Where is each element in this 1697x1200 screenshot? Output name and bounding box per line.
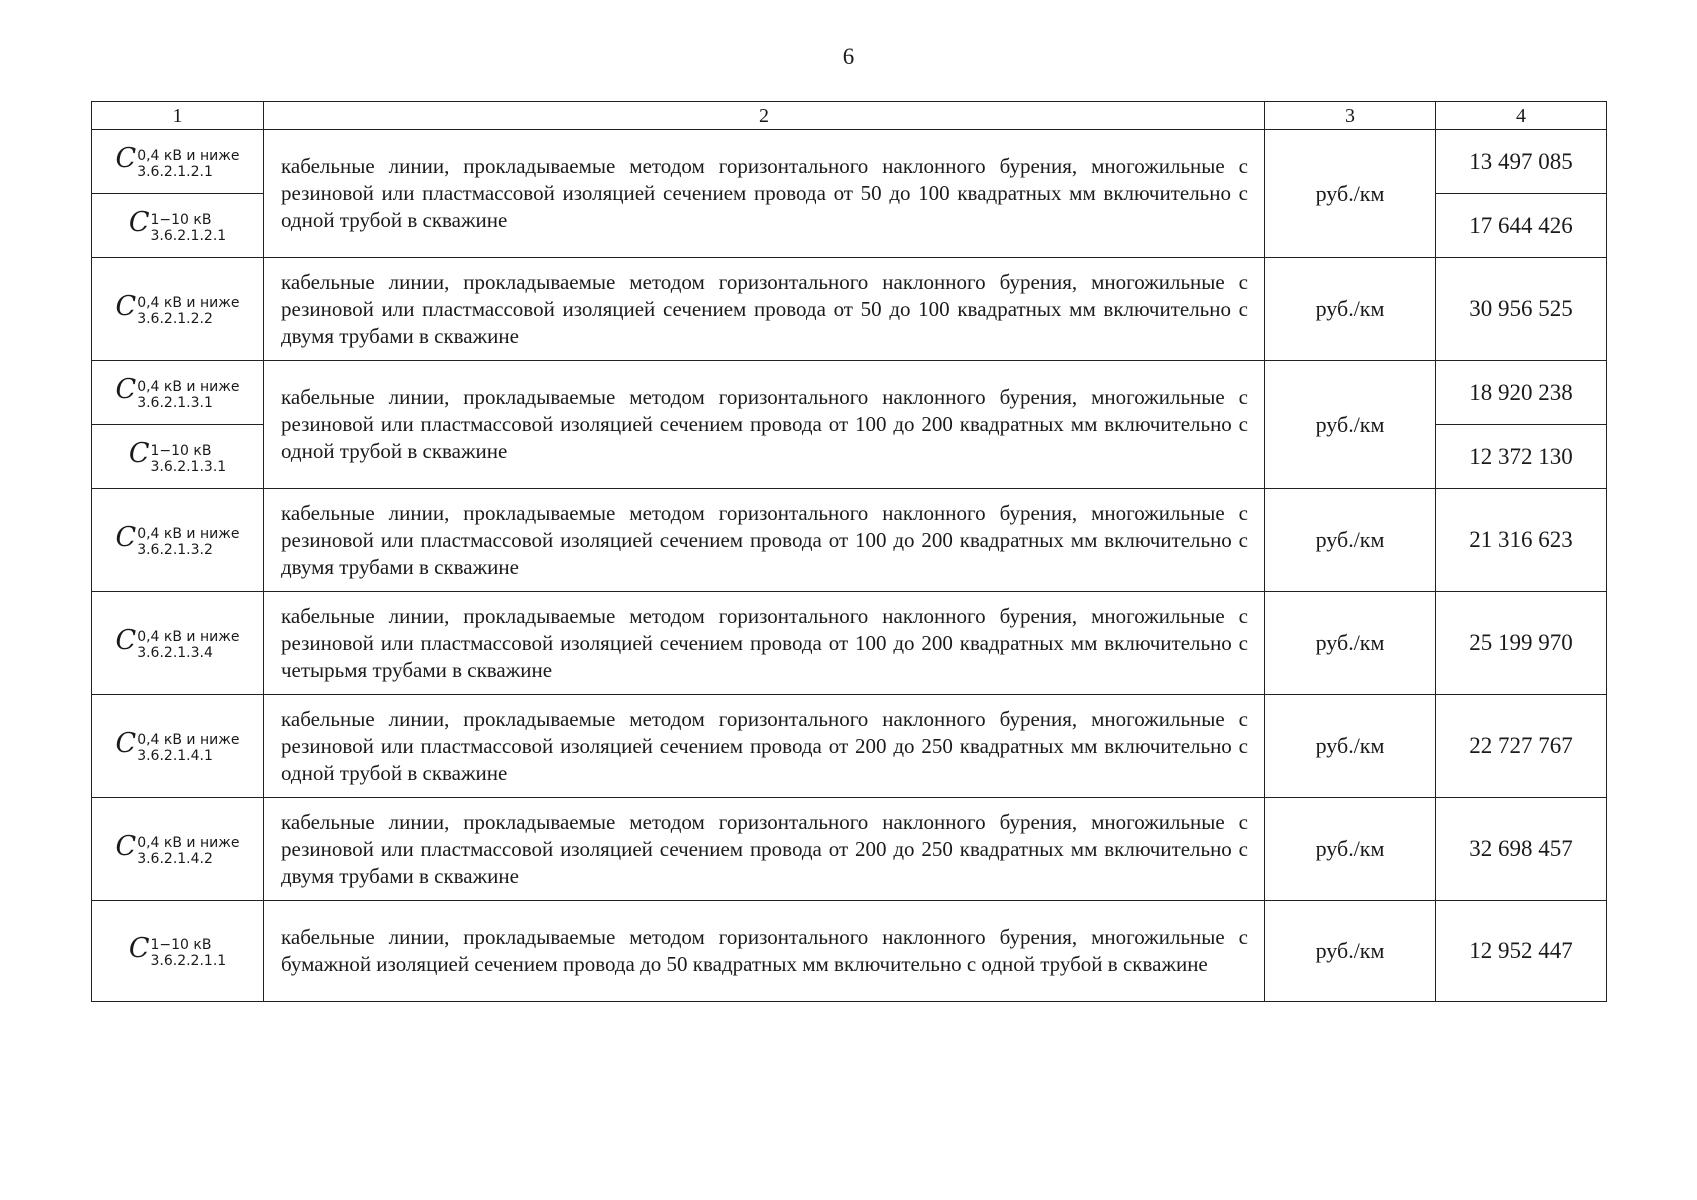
code-symbol: C <box>128 207 150 239</box>
value-cell: 32 698 457 <box>1436 798 1607 901</box>
code-symbol: C <box>115 143 137 175</box>
value-cell: 25 199 970 <box>1436 592 1607 695</box>
value-cell: 18 920 238 <box>1436 361 1607 425</box>
code-subscript: 3.6.2.1.3.1 <box>137 394 213 411</box>
description-cell: кабельные линии, прокладываемые методом горизонтального наклонного бурения, многожильные с бумажной изоляцией сечением провода до 50 квадратных мм включительно с одной трубой в скважине <box>264 901 1265 1002</box>
code-subscript: 3.6.2.1.3.4 <box>137 645 213 662</box>
code-symbol: C <box>115 290 137 322</box>
unit-cell: руб./км <box>1265 258 1436 361</box>
code-symbol: C <box>115 374 137 406</box>
description-cell: кабельные линии, прокладываемые методом горизонтального наклонного бурения, многожильные с резиновой или пластмассовой изоляцией сечением провода от 100 до 200 квадратных мм включительно с двумя трубами в скважине <box>264 489 1265 592</box>
value-cell: 17 644 426 <box>1436 194 1607 258</box>
description-cell: кабельные линии, прокладываемые методом горизонтального наклонного бурения, многожильные с резиновой или пластмассовой изоляцией сечением провода от 100 до 200 квадратных мм включительно с одной трубой в скважине <box>264 361 1265 489</box>
code-symbol: C <box>115 830 137 862</box>
unit-cell: руб./км <box>1265 130 1436 258</box>
code-superscript: 0,4 кВ и ниже <box>137 835 240 852</box>
code-subscript: 3.6.2.2.1.1 <box>150 953 227 970</box>
header-col-4: 4 <box>1436 102 1607 130</box>
table-row <box>92 901 1607 1002</box>
code-symbol: C <box>115 624 137 656</box>
table-row <box>92 489 1607 592</box>
code-superscript: 0,4 кВ и ниже <box>137 295 240 312</box>
code-cell <box>92 361 264 425</box>
code-subscript: 3.6.2.1.2.1 <box>137 163 213 180</box>
unit-cell: руб./км <box>1265 592 1436 695</box>
code-cell <box>92 194 264 258</box>
code-cell <box>92 798 264 901</box>
code-subscript: 3.6.2.1.4.1 <box>137 748 213 765</box>
rates-table <box>91 101 1607 1002</box>
unit-cell: руб./км <box>1265 361 1436 489</box>
page-number: 6 <box>842 44 855 69</box>
header-col-3: 3 <box>1265 102 1436 130</box>
code-superscript: 0,4 кВ и ниже <box>137 147 240 164</box>
code-superscript: 1−10 кВ <box>150 442 212 459</box>
unit-cell: руб./км <box>1265 695 1436 798</box>
table-row <box>92 258 1607 361</box>
table-row <box>92 798 1607 901</box>
value-cell: 30 956 525 <box>1436 258 1607 361</box>
value-cell: 12 372 130 <box>1436 425 1607 489</box>
value-cell: 22 727 767 <box>1436 695 1607 798</box>
value-cell: 13 497 085 <box>1436 130 1607 194</box>
code-cell <box>92 258 264 361</box>
code-symbol: C <box>128 438 150 470</box>
description-cell: кабельные линии, прокладываемые методом горизонтального наклонного бурения, многожильные с резиновой или пластмассовой изоляцией сечением провода от 50 до 100 квадратных мм включительно с двумя трубами в скважине <box>264 258 1265 361</box>
code-subscript: 3.6.2.1.3.1 <box>150 458 227 475</box>
code-cell <box>92 130 264 194</box>
code-superscript: 0,4 кВ и ниже <box>137 732 240 749</box>
code-cell <box>92 592 264 695</box>
code-cell <box>92 425 264 489</box>
unit-cell: руб./км <box>1265 901 1436 1002</box>
table-row <box>92 592 1607 695</box>
code-superscript: 1−10 кВ <box>150 937 212 954</box>
code-symbol: C <box>115 727 137 759</box>
code-cell <box>92 901 264 1002</box>
header-col-2: 2 <box>264 102 1265 130</box>
header-col-1: 1 <box>92 102 264 130</box>
description-cell: кабельные линии, прокладываемые методом горизонтального наклонного бурения, многожильные с резиновой или пластмассовой изоляцией сечением провода от 100 до 200 квадратных мм включительно с четырьмя трубами в скважине <box>264 592 1265 695</box>
description-cell: кабельные линии, прокладываемые методом горизонтального наклонного бурения, многожильные с резиновой или пластмассовой изоляцией сечением провода от 200 до 250 квадратных мм включительно с двумя трубами в скважине <box>264 798 1265 901</box>
code-superscript: 0,4 кВ и ниже <box>137 526 240 543</box>
unit-cell: руб./км <box>1265 798 1436 901</box>
code-cell <box>92 489 264 592</box>
code-subscript: 3.6.2.1.3.2 <box>137 542 213 559</box>
code-superscript: 0,4 кВ и ниже <box>137 378 240 395</box>
code-superscript: 1−10 кВ <box>150 211 212 228</box>
table-row <box>92 695 1607 798</box>
code-subscript: 3.6.2.1.2.1 <box>150 227 227 244</box>
unit-cell: руб./км <box>1265 489 1436 592</box>
description-cell: кабельные линии, прокладываемые методом горизонтального наклонного бурения, многожильные с резиновой или пластмассовой изоляцией сечением провода от 200 до 250 квадратных мм включительно с одной трубой в скважине <box>264 695 1265 798</box>
code-cell <box>92 695 264 798</box>
table-row <box>92 130 1607 194</box>
header-row <box>92 102 1607 130</box>
code-subscript: 3.6.2.1.2.2 <box>137 311 213 328</box>
code-subscript: 3.6.2.1.4.2 <box>137 851 213 868</box>
code-superscript: 0,4 кВ и ниже <box>137 629 240 646</box>
value-cell: 21 316 623 <box>1436 489 1607 592</box>
code-symbol: C <box>115 521 137 553</box>
value-cell: 12 952 447 <box>1436 901 1607 1002</box>
table-row <box>92 361 1607 425</box>
description-cell: кабельные линии, прокладываемые методом горизонтального наклонного бурения, многожильные с резиновой или пластмассовой изоляцией сечением провода от 50 до 100 квадратных мм включительно с одной трубой в скважине <box>264 130 1265 258</box>
code-symbol: C <box>128 932 150 964</box>
